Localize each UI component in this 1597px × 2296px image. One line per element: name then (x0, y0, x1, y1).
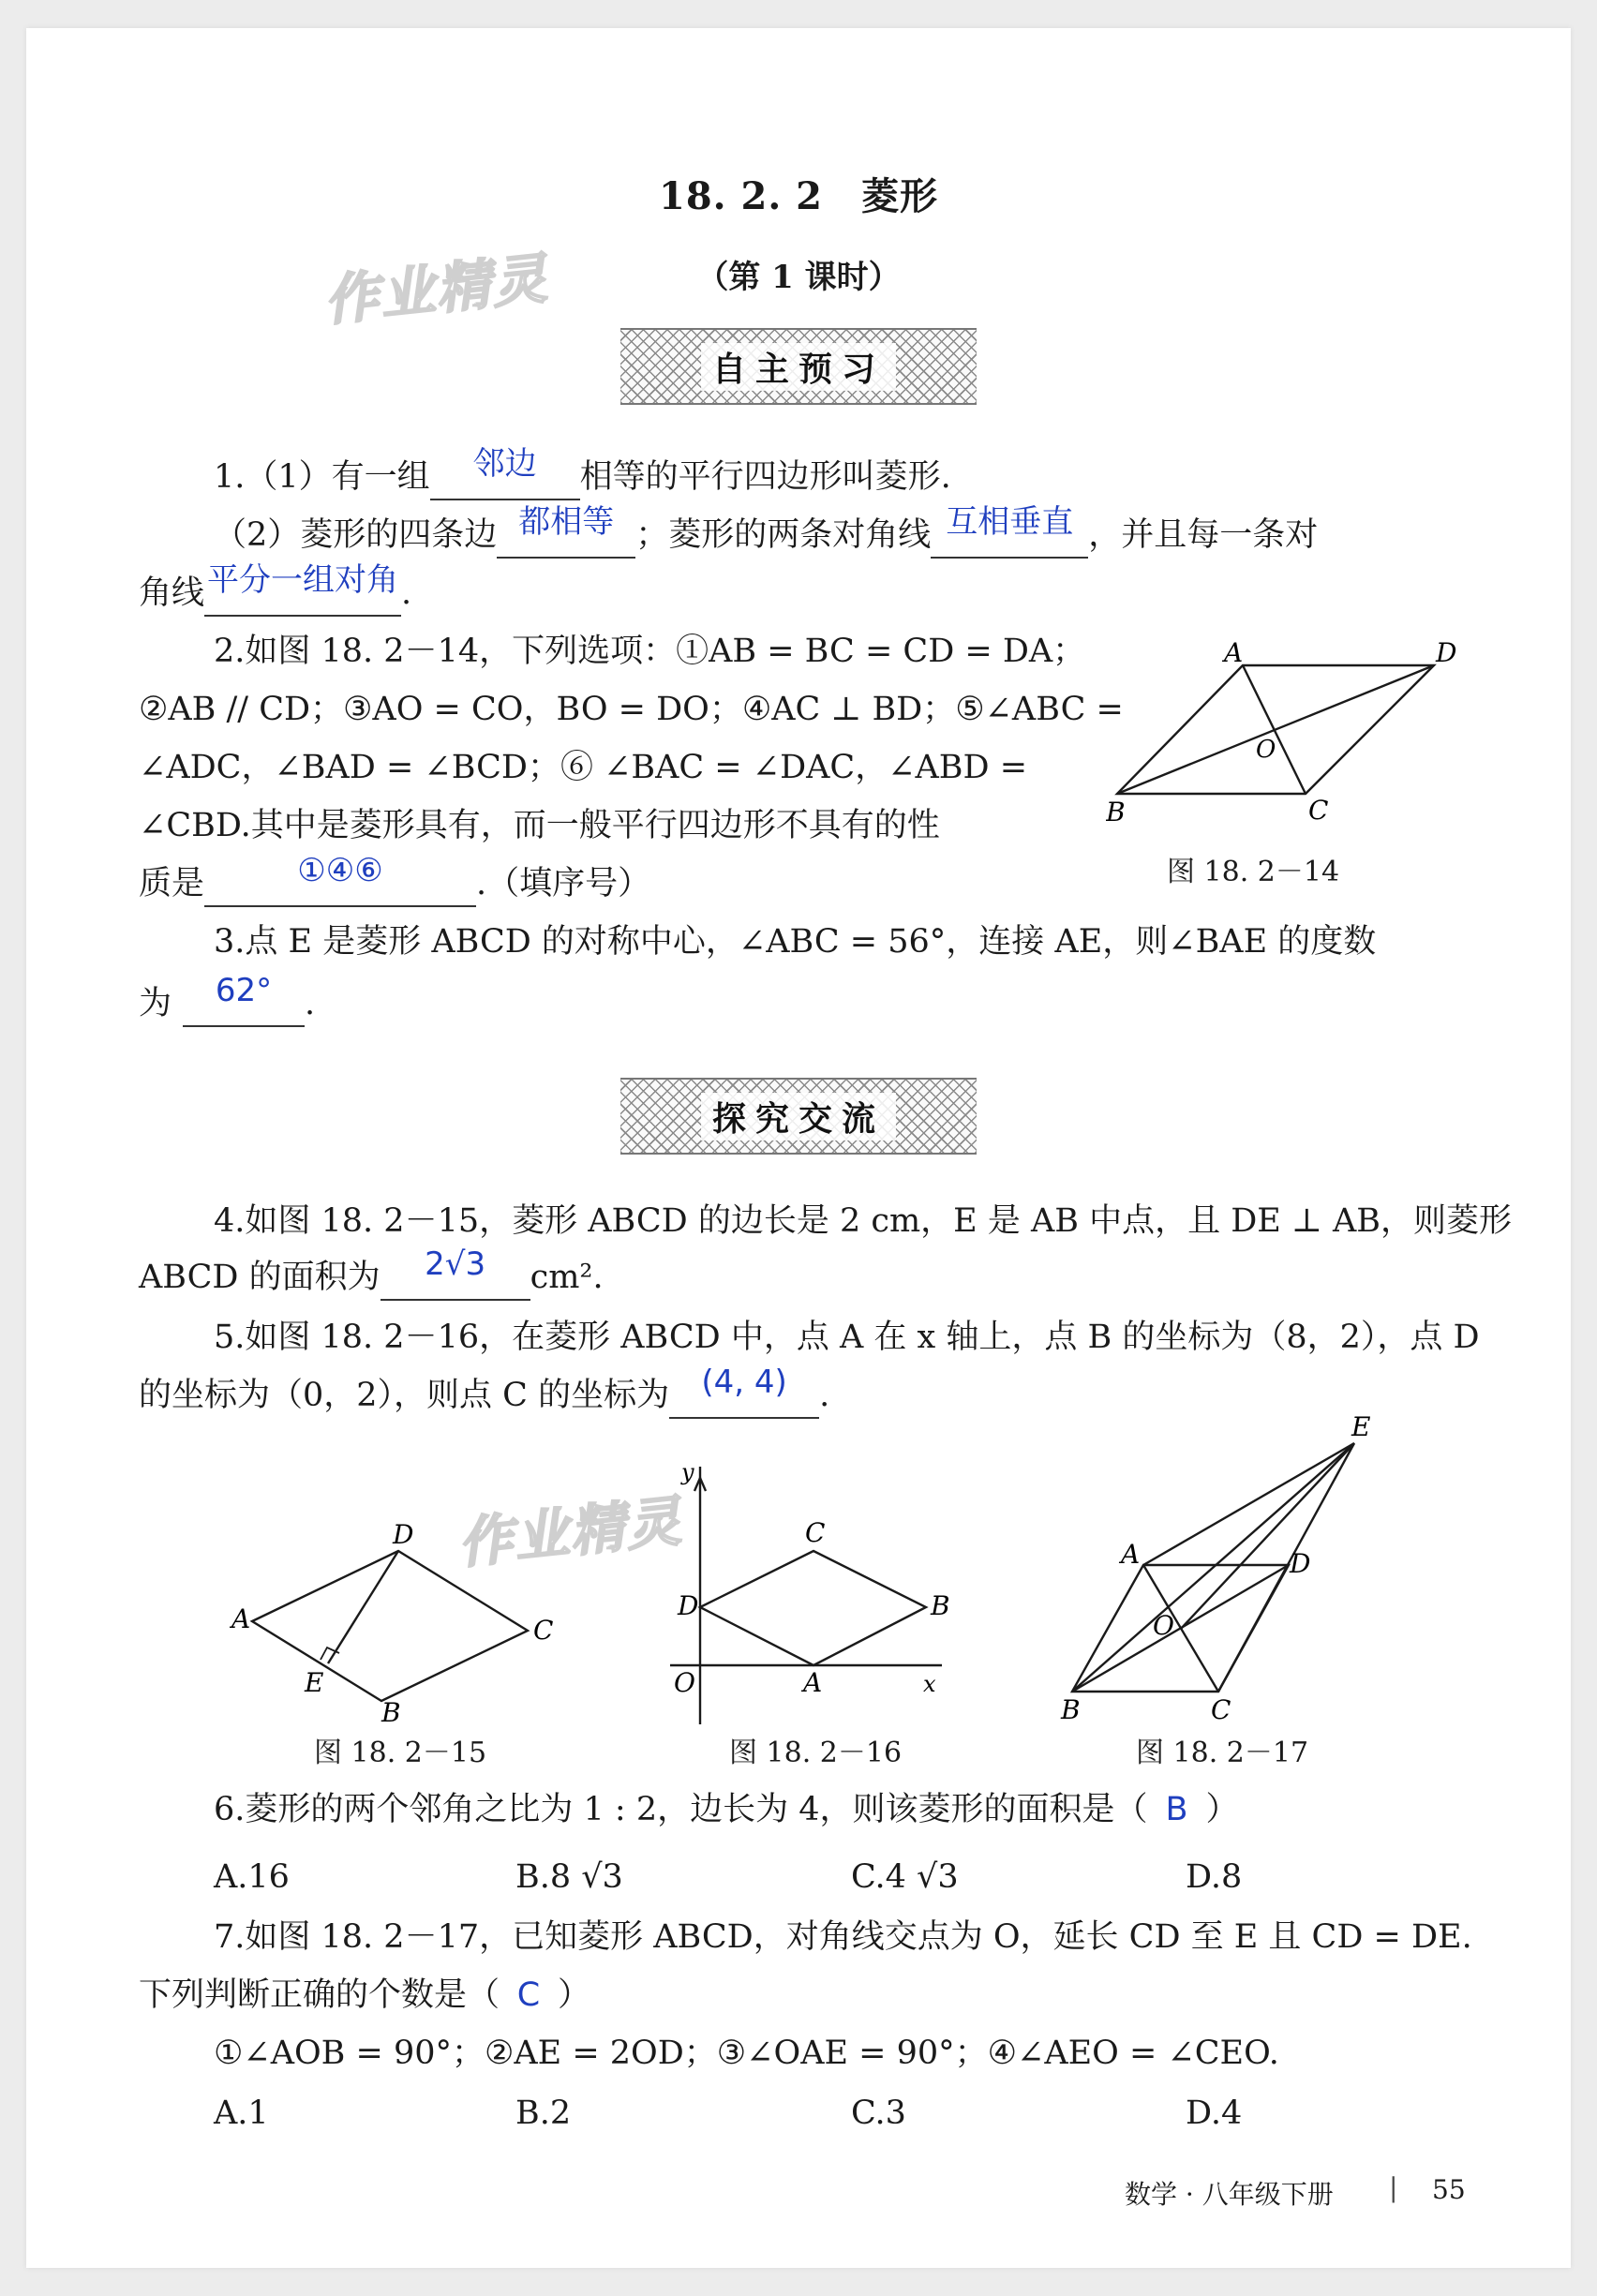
q1-line3 (139, 561, 412, 617)
q3-line2 (139, 972, 316, 1027)
fig16-rhombus (700, 1551, 926, 1665)
q5-line2 (139, 1364, 830, 1419)
figure-caption-18-2-17: 图 18. 2－17 (1136, 1737, 1309, 1769)
q7-option-b: B.2 (515, 2095, 572, 2132)
fig16-label-y: y (681, 1467, 694, 1485)
section-banner-explore (620, 1078, 977, 1155)
figure-caption-18-2-15: 图 18. 2－15 (314, 1737, 487, 1769)
q2-line1: 2.如图 18. 2－14，下列选项：①AB = BC = CD = DA； (214, 633, 1086, 670)
q6-answer: B (1165, 1791, 1188, 1828)
q3-answer-blank: 62° (183, 982, 305, 1027)
fig17-label-b: B (1061, 1694, 1081, 1724)
fig16-label-a: A (803, 1667, 823, 1698)
fig15-label-e: E (305, 1667, 324, 1698)
q7-option-d: D.4 (1186, 2095, 1243, 2132)
q1-line2 (214, 503, 1319, 559)
q5-line1: 5.如图 18. 2－16，在菱形 ABCD 中，点 A 在 x 轴上，点 B 的坐标为（8，2），点 D (214, 1319, 1480, 1356)
fig15-label-b: B (381, 1697, 401, 1724)
fig16-label-c: C (805, 1517, 826, 1548)
figure-18-2-15 (230, 1523, 576, 1724)
q6-option-a: A.16 (214, 1858, 290, 1896)
q1-text: 相等的平行四边形叫菱形. (579, 458, 951, 496)
q6-text: ） (1205, 1791, 1239, 1828)
q5-text: 的坐标为（0，2），则点 C 的坐标为 (139, 1377, 670, 1414)
fig17-segment-ae (1143, 1443, 1354, 1565)
fig14-label-c: C (1308, 795, 1329, 825)
q2-answer-blank: ①④⑥ (204, 862, 476, 907)
footer-separator: | (1389, 2172, 1398, 2203)
fig14-label-d: D (1436, 637, 1457, 668)
q1-text: （2）菱形的四条边 (214, 516, 498, 554)
fig16-label-o: O (674, 1667, 695, 1698)
section-banner-preview (620, 328, 977, 405)
q1-answer-blank-2: 都相等 (497, 514, 635, 559)
fig16-label-b: B (931, 1590, 950, 1621)
q6-text: 6.菱形的两个邻角之比为 1 : 2，边长为 4，则该菱形的面积是（ (214, 1791, 1148, 1828)
q2-line2: ②AB // CD；③AO = CO，BO = DO；④AC ⊥ BD；⑤∠ABC = (139, 691, 1124, 728)
q1-text: 角线 (139, 574, 205, 612)
fig16-label-x: x (923, 1671, 936, 1697)
q7-line3: ①∠AOB = 90°；②AE = 2OD；③∠OAE = 90°；④∠AEO = ∠CEO. (214, 2035, 1279, 2072)
q1-text: 1.（1）有一组 (214, 458, 430, 496)
q2-line4: ∠CBD.其中是菱形具有，而一般平行四边形不具有的性 (139, 807, 940, 844)
fig15-rhombus (252, 1551, 528, 1701)
fig15-label-d: D (393, 1523, 414, 1550)
q1-answer-blank-1: 邻边 (430, 455, 580, 500)
q4-text: cm². (530, 1259, 604, 1296)
q4-answer-blank: 2√3 (381, 1256, 530, 1301)
fig17-label-o: O (1153, 1610, 1174, 1641)
q1-answer-blank-3: 互相垂直 (931, 514, 1088, 559)
q7-text: 下列判断正确的个数是（ (139, 1976, 500, 2014)
q5-text: . (819, 1377, 830, 1414)
q6-stem (214, 1788, 1239, 1831)
q7-option-c: C.3 (851, 2095, 906, 2132)
q4-line1: 4.如图 18. 2－15，菱形 ABCD 的边长是 2 cm，E 是 AB 中点，且 DE ⊥ AB，则菱形 (214, 1202, 1512, 1240)
q6-option-b: B.8 √3 (515, 1858, 623, 1896)
q2-text: .（填序号） (476, 865, 651, 902)
q1-text: ；菱形的两条对角线 (635, 516, 932, 554)
q3-line1: 3.点 E 是菱形 ABCD 的对称中心，∠ABC = 56°，连接 AE，则∠BAE 的度数 (214, 923, 1377, 961)
fig17-segment-be (1072, 1443, 1354, 1692)
fig16-label-d: D (678, 1590, 699, 1621)
section-title-preview: 自主预习 (701, 343, 896, 391)
q6-option-d: D.8 (1186, 1858, 1243, 1896)
page-title: 18. 2. 2 菱形 (658, 174, 939, 218)
footer-subject: 数学 · 八年级下册 (1125, 2179, 1334, 2210)
fig14-diagonal-bd (1117, 665, 1434, 794)
fig17-label-e: E (1351, 1411, 1371, 1442)
fig15-label-a: A (231, 1603, 251, 1634)
watermark-logo-2: 作业精灵 (455, 1488, 686, 1576)
fig17-label-c: C (1211, 1694, 1231, 1724)
q1-answer-blank-4: 平分一组对角 (204, 572, 401, 617)
fig15-label-c: C (533, 1615, 554, 1646)
figure-18-2-16 (661, 1467, 970, 1729)
q7-line1: 7.如图 18. 2－17，已知菱形 ABCD，对角线交点为 O，延长 CD 至 E 且 CD = DE. (214, 1918, 1472, 1956)
q1-line1 (214, 445, 951, 500)
q2-line5 (139, 852, 651, 907)
fig14-label-o: O (1256, 736, 1276, 764)
watermark-logo: 作业精灵 (321, 246, 552, 334)
q5-answer-blank: (4, 4) (669, 1374, 819, 1419)
fig17-label-a: A (1121, 1539, 1141, 1570)
q7-line2 (139, 1974, 590, 2017)
q2-line3: ∠ADC，∠BAD = ∠BCD；⑥ ∠BAC = ∠DAC，∠ABD = (139, 749, 1028, 786)
q3-text: 为 (139, 985, 172, 1022)
q4-text: ABCD 的面积为 (139, 1259, 381, 1296)
q1-text: ，并且每一条对 (1088, 516, 1319, 554)
q3-text: . (305, 985, 316, 1022)
q6-option-c: C.4 √3 (851, 1858, 959, 1896)
figure-caption-18-2-14: 图 18. 2－14 (1167, 856, 1340, 888)
q7-answer: C (516, 1976, 541, 2014)
q2-text: 质是 (139, 865, 205, 902)
figure-18-2-14 (1106, 637, 1481, 825)
footer-page-number: 55 (1432, 2174, 1466, 2205)
figure-18-2-17 (1050, 1406, 1396, 1724)
figure-caption-18-2-16: 图 18. 2－16 (729, 1737, 903, 1769)
q7-option-a: A.1 (214, 2095, 269, 2132)
section-title-explore: 探究交流 (701, 1093, 896, 1141)
fig14-label-a: A (1224, 637, 1244, 668)
lesson-subtitle: （第 1 课时） (696, 259, 901, 296)
q1-text: . (401, 574, 412, 612)
fig17-label-d: D (1290, 1548, 1311, 1579)
fig14-label-b: B (1106, 797, 1126, 825)
q7-text: ） (558, 1976, 591, 2014)
q4-line2 (139, 1245, 604, 1301)
